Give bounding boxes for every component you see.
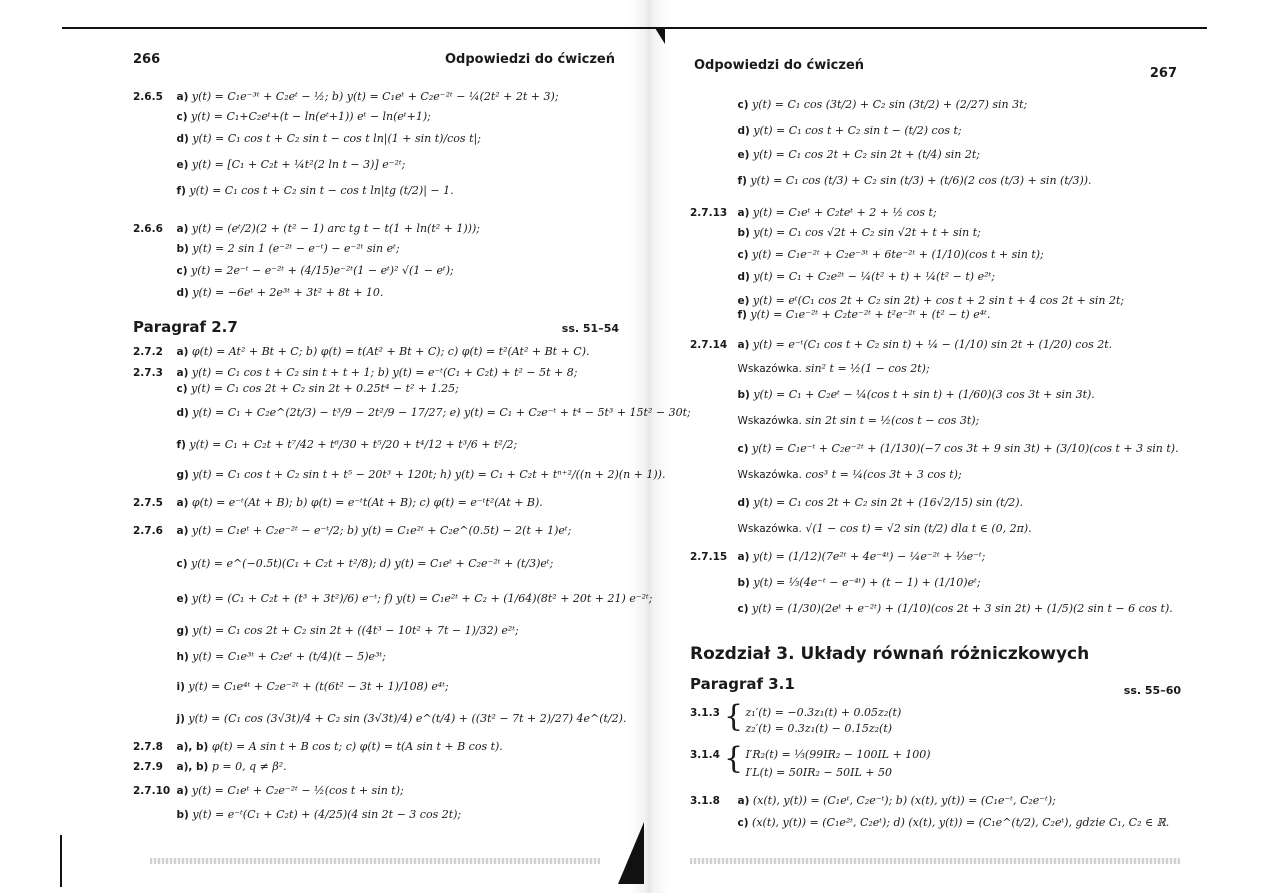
page-number-right: 267 <box>1149 66 1177 81</box>
answer-line: d) y(t) = C₁ cos 2t + C₂ sin 2t + (16√2/15) sin (t/2). <box>737 496 1024 509</box>
answer-line: f) y(t) = C₁e⁻²ᵗ + C₂te⁻²ᵗ + t²e⁻²ᵗ + (t² − t) e⁴ᵗ. <box>737 308 991 321</box>
answer-line: 2.7.14 a) y(t) = e⁻ᵗ(C₁ cos t + C₂ sin t) + ¼ − (1/10) sin 2t + (1/20) cos 2t. <box>690 338 1113 351</box>
answer-line: j) y(t) = (C₁ cos (3√3t)/4 + C₂ sin (3√3t)/4) e^(t/4) + ((3t² − 7t + 2)/27) 4e^(t/2). <box>176 712 627 725</box>
answer-line: g) y(t) = C₁ cos 2t + C₂ sin 2t + ((4t³ − 10t² + 7t − 1)/32) e²ᵗ; <box>176 624 519 637</box>
hint-line: Wskazówka. √(1 − cos t) = √2 sin (t/2) dla t ∈ (0, 2π). <box>737 522 1032 535</box>
page-number-left: 266 <box>133 52 161 67</box>
answer-line: c) y(t) = e^(−0.5t)(C₁ + C₂t + t²/8); d) y(t) = C₁eᵗ + C₂e⁻²ᵗ + (t/3)eᵗ; <box>176 557 554 570</box>
answer-line: 2.7.9 a), b) p = 0, q ≠ β². <box>133 760 287 773</box>
answer-line: 2.7.10 a) y(t) = C₁eᵗ + C₂e⁻²ᵗ − ½(cos t + sin t); <box>133 784 404 797</box>
system-line: 3.1.3 z₁′(t) = −0.3z₁(t) + 0.05z₂(t) <box>690 706 902 719</box>
answer-line: 2.7.15 a) y(t) = (1/12)(7e²ᵗ + 4e⁻⁴ᵗ) − ¼e⁻²ᵗ + ⅓e⁻ᵗ; <box>690 550 986 563</box>
running-head-left: Odpowiedzi do ćwiczeń <box>444 52 615 67</box>
answer-line: c) y(t) = C₁ cos (3t/2) + C₂ sin (3t/2) + (2/27) sin 3t; <box>737 98 1028 111</box>
answer-line: 2.6.5 a) y(t) = C₁e⁻³ᵗ + C₂eᵗ − ½; b) y(t) = C₁eᵗ + C₂e⁻²ᵗ − ¼(2t² + 2t + 3); <box>133 90 559 103</box>
section-pages: ss. 51–54 <box>561 322 619 335</box>
left-edge-mark <box>60 835 62 887</box>
answer-line: d) y(t) = C₁ + C₂e²ᵗ − ¼(t² + t) + ¼(t² − t) e²ᵗ; <box>737 270 995 283</box>
system-brace: { <box>724 741 744 776</box>
answer-line: e) y(t) = C₁ cos 2t + C₂ sin 2t + (t/4) sin 2t; <box>737 148 980 161</box>
answer-line: d) y(t) = C₁ cos t + C₂ sin t − (t/2) cos t; <box>737 124 962 137</box>
answer-line: h) y(t) = C₁e³ᵗ + C₂eᵗ + (t/4)(t − 5)e³ᵗ; <box>176 650 386 663</box>
answer-line: c) (x(t), y(t)) = (C₁e²ᵗ, C₂eᵗ); d) (x(t), y(t)) = (C₁e^(t/2), C₂eᵗ), gdzie C₁, C₂ ∈ ℝ. <box>737 816 1170 829</box>
chapter-title: Rozdział 3. Układy równań różniczkowych <box>690 644 1090 664</box>
answer-line: 2.7.8 a), b) φ(t) = A sin t + B cos t; c) φ(t) = t(A sin t + B cos t). <box>133 740 503 753</box>
answer-line: e) y(t) = (C₁ + C₂t + (t³ + 3t²)/6) e⁻ᵗ; f) y(t) = C₁e²ᵗ + C₂ + (1/64)(8t² + 20t + 21) e⁻²ᵗ; <box>176 592 653 605</box>
answer-line: e) y(t) = [C₁ + C₂t + ¼t²(2 ln t − 3)] e⁻²ᵗ; <box>176 158 406 171</box>
answer-line: 2.7.13 a) y(t) = C₁eᵗ + C₂teᵗ + 2 + ½ cos t; <box>690 206 937 219</box>
answer-line: c) y(t) = 2e⁻ᵗ − e⁻²ᵗ + (4/15)e⁻²ᵗ(1 − eᵗ)² √(1 − eᵗ); <box>176 264 454 277</box>
answer-line: d) y(t) = C₁ cos t + C₂ sin t − cos t ln|(1 + sin t)/cos t|; <box>176 132 481 145</box>
running-head-right: Odpowiedzi do ćwiczeń <box>694 58 865 73</box>
hint-line: Wskazówka. cos³ t = ¼(cos 3t + 3 cos t); <box>737 468 962 481</box>
answer-line: b) y(t) = e⁻ᵗ(C₁ + C₂t) + (4/25)(4 sin 2t − 3 cos 2t); <box>176 808 462 821</box>
book-spine-shadow <box>629 0 669 893</box>
right-page <box>690 0 1185 893</box>
answer-line: d) y(t) = −6eᵗ + 2e³ᵗ + 3t² + 8t + 10. <box>176 286 384 299</box>
answer-line: 2.7.6 a) y(t) = C₁eᵗ + C₂e⁻²ᵗ − e⁻ᵗ/2; b) y(t) = C₁e²ᵗ + C₂e^(0.5t) − 2(t + 1)eᵗ; <box>133 524 572 537</box>
answer-line: c) y(t) = C₁ cos 2t + C₂ sin 2t + 0.25t⁴ − t² + 1.25; <box>176 382 459 395</box>
system-line: 3.1.4 I′R₂(t) = ⅓(99IR₂ − 100IL + 100) <box>690 748 931 761</box>
answer-line: f) y(t) = C₁ cos (t/3) + C₂ sin (t/3) + (t/6)(2 cos (t/3) + sin (t/3)). <box>737 174 1092 187</box>
answer-line: e) y(t) = eᵗ(C₁ cos 2t + C₂ sin 2t) + cos t + 2 sin t + 4 cos 2t + sin 2t; <box>737 294 1125 307</box>
answer-line: c) y(t) = C₁e⁻²ᵗ + C₂e⁻³ᵗ + 6te⁻²ᵗ + (1/10)(cos t + sin t); <box>737 248 1044 261</box>
answer-line: f) y(t) = C₁ cos t + C₂ sin t − cos t ln|tg (t/2)| − 1. <box>176 184 454 197</box>
answer-line: 2.7.3 a) y(t) = C₁ cos t + C₂ sin t + t + 1; b) y(t) = e⁻ᵗ(C₁ + C₂t) + t² − 5t + 8; <box>133 366 578 379</box>
answer-line: b) y(t) = ⅓(4e⁻ᵗ − e⁻⁴ᵗ) + (t − 1) + (1/10)eᵗ; <box>737 576 981 589</box>
answer-line: i) y(t) = C₁e⁴ᵗ + C₂e⁻²ᵗ + (t(6t² − 3t + 1)/108) e⁴ᵗ; <box>176 680 449 693</box>
answer-line: c) y(t) = (1/30)(2eᵗ + e⁻²ᵗ) + (1/10)(cos 2t + 3 sin 2t) + (1/5)(2 sin t − 6 cos t). <box>737 602 1173 615</box>
answer-line: b) y(t) = 2 sin 1 (e⁻²ᵗ − e⁻ᵗ) − e⁻²ᵗ sin eᵗ; <box>176 242 400 255</box>
answer-line: g) y(t) = C₁ cos t + C₂ sin t + t⁵ − 20t³ + 120t; h) y(t) = C₁ + C₂t + tⁿ⁺²/((n + 2)(n + 1)). <box>176 468 666 481</box>
hint-line: Wskazówka. sin² t = ½(1 − cos 2t); <box>737 362 930 375</box>
left-page <box>133 0 691 893</box>
system-line: z₂′(t) = 0.3z₁(t) − 0.15z₂(t) <box>745 722 893 735</box>
answer-line: d) y(t) = C₁ + C₂e^(2t/3) − t³/9 − 2t²/9 − 17/27; e) y(t) = C₁ + C₂e⁻ᵗ + t⁴ − 5t³ + 15t² − 30t; <box>176 406 691 419</box>
system-line: I′L(t) = 50IR₂ − 50IL + 50 <box>745 766 892 779</box>
section-title: Paragraf 3.1 <box>690 675 795 693</box>
answer-line: f) y(t) = C₁ + C₂t + t⁷/42 + t⁶/30 + t⁵/20 + t⁴/12 + t³/6 + t²/2; <box>176 438 518 451</box>
section-title: Paragraf 2.7 <box>133 318 238 336</box>
answer-line: 3.1.8 a) (x(t), y(t)) = (C₁eᵗ, C₂e⁻ᵗ); b) (x(t), y(t)) = (C₁e⁻ᵗ, C₂e⁻ᵗ); <box>690 794 1056 807</box>
answer-line: 2.7.5 a) φ(t) = e⁻ᵗ(At + B); b) φ(t) = e⁻ᵗt(At + B); c) φ(t) = e⁻ᵗt²(At + B). <box>133 496 543 509</box>
answer-line: 2.7.2 a) φ(t) = At² + Bt + C; b) φ(t) = t(At² + Bt + C); c) φ(t) = t²(At² + Bt + C). <box>133 345 590 358</box>
answer-line: b) y(t) = C₁ cos √2t + C₂ sin √2t + t + sin t; <box>737 226 981 239</box>
answer-line: 2.6.6 a) y(t) = (eᵗ/2)(2 + (t² − 1) arc tg t − t(1 + ln(t² + 1))); <box>133 222 480 235</box>
answer-line: c) y(t) = C₁e⁻ᵗ + C₂e⁻²ᵗ + (1/130)(−7 cos 3t + 9 sin 3t) + (3/10)(cos t + 3 sin t). <box>737 442 1179 455</box>
answer-line: b) y(t) = C₁ + C₂eᵗ − ¼(cos t + sin t) + (1/60)(3 cos 3t + sin 3t). <box>737 388 1095 401</box>
section-pages: ss. 55–60 <box>1123 684 1181 697</box>
hint-line: Wskazówka. sin 2t sin t = ½(cos t − cos 3t); <box>737 414 980 427</box>
answer-line: c) y(t) = C₁+C₂eᵗ+(t − ln(eᵗ+1)) eᵗ − ln(eᵗ+1); <box>176 110 431 123</box>
system-brace: { <box>724 699 744 734</box>
